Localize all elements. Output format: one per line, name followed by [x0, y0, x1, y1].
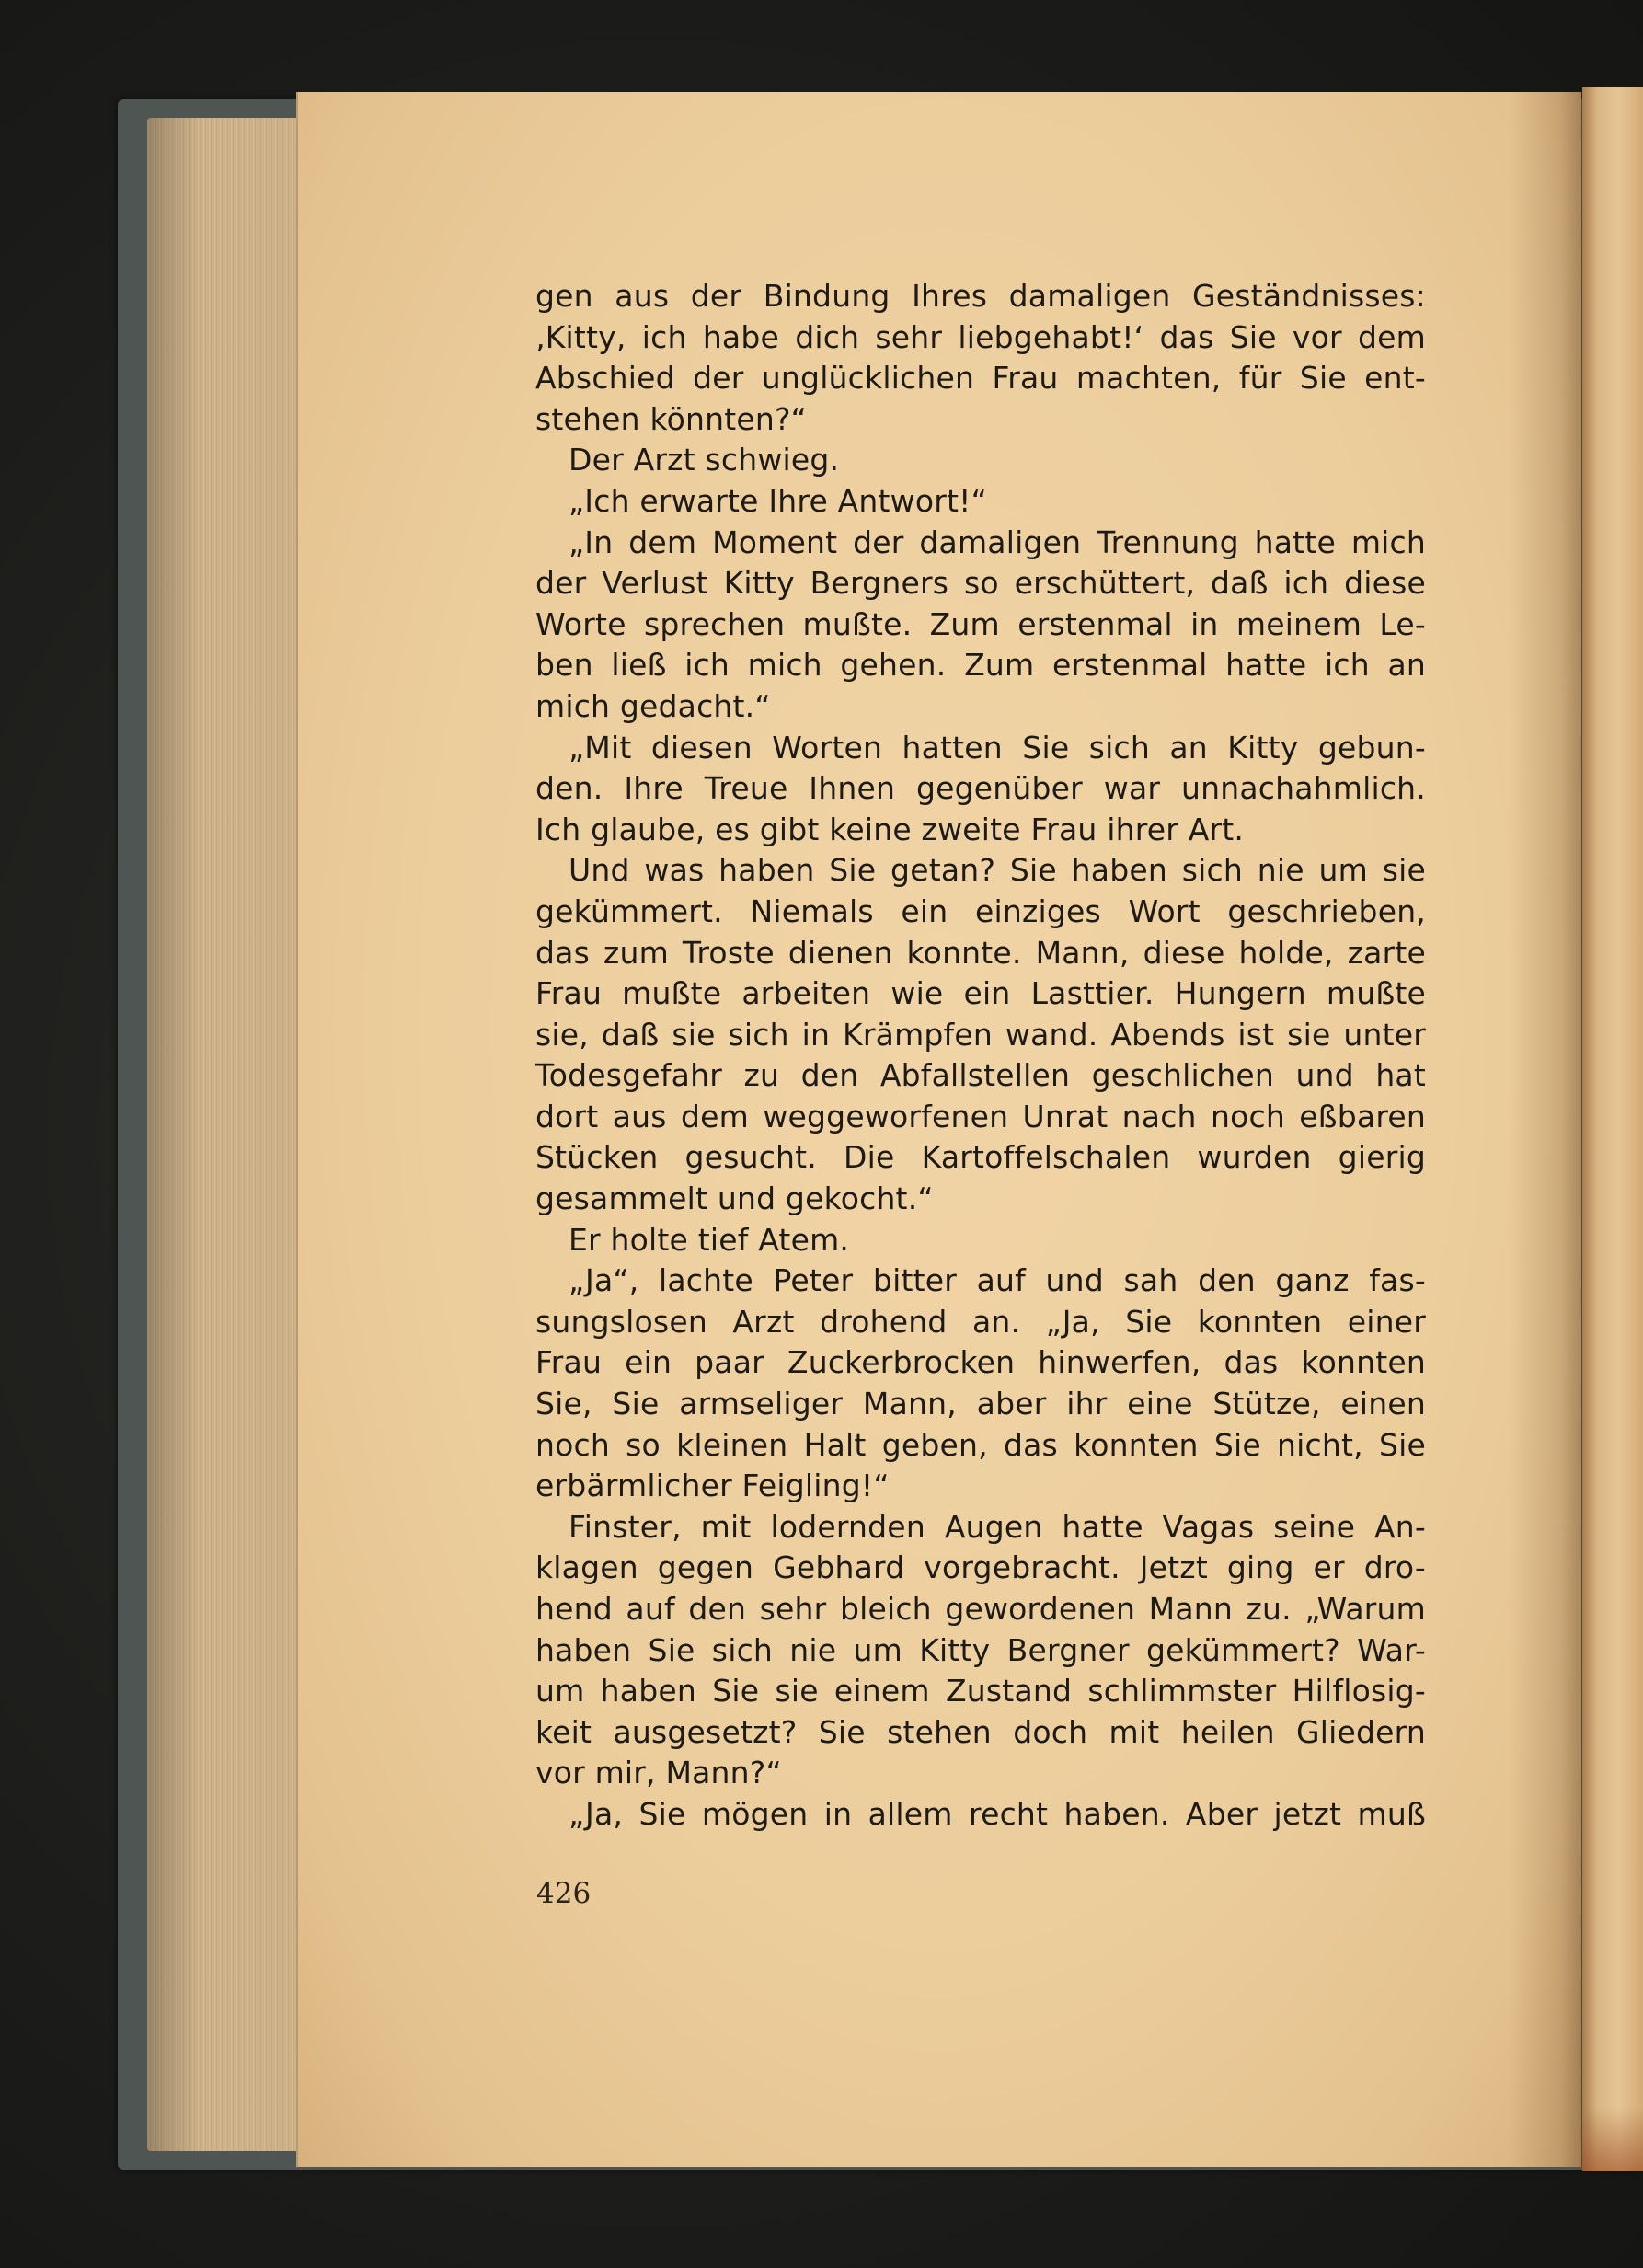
text-line: „Mit diesen Worten hatten Sie sich an Kitty gebun-	[569, 729, 1426, 766]
text-line: der Verlust Kitty Bergners so erschüttert, daß ich diese	[535, 565, 1426, 602]
text-line: stehen könnten?“	[535, 400, 807, 437]
text-line: „Ja“, lachte Peter bitter auf und sah den ganz fas-	[569, 1262, 1426, 1299]
text-line: Er holte tief Atem.	[569, 1221, 850, 1258]
body-text	[535, 276, 1426, 1836]
text-line: Abschied der unglücklichen Frau machten, für Sie ent-	[535, 360, 1426, 397]
text-line: um haben Sie sie einem Zustand schlimmster Hilflosig-	[535, 1673, 1426, 1710]
text-line: Frau mußte arbeiten wie ein Lasttier. Hungern mußte	[535, 975, 1426, 1012]
text-line: das zum Troste dienen konnte. Mann, diese holde, zarte	[535, 934, 1426, 971]
text-line: dort aus dem weggeworfenen Unrat nach noch eßbaren	[535, 1098, 1426, 1134]
text-line: mich gedacht.“	[535, 687, 771, 724]
text-line: gen aus der Bindung Ihres damaligen Geständnisses:	[535, 278, 1426, 314]
text-line: Der Arzt schwieg.	[569, 442, 840, 478]
text-line: „In dem Moment der damaligen Trennung hatte mich	[569, 524, 1426, 560]
text-line: Stücken gesucht. Die Kartoffelschalen wurden gierig	[535, 1139, 1426, 1176]
text-line: erbärmlicher Feigling!“	[535, 1468, 890, 1504]
text-line: Finster, mit lodernden Augen hatte Vagas seine An-	[569, 1508, 1426, 1545]
text-line: keit ausgesetzt? Sie stehen doch mit heilen Gliedern	[535, 1713, 1426, 1750]
text-line: sie, daß sie sich in Krämpfen wand. Abends ist sie unter	[535, 1016, 1426, 1053]
text-line: noch so kleinen Halt geben, das konnten Sie nicht, Sie	[535, 1426, 1426, 1463]
page-gutter-shadow	[1509, 92, 1582, 2167]
text-line: gesammelt und gekocht.“	[535, 1180, 934, 1217]
text-line: „Ja, Sie mögen in allem recht haben. Aber jetzt muß	[569, 1795, 1426, 1832]
text-line: Todesgefahr zu den Abfallstellen geschlichen und hat	[535, 1057, 1426, 1094]
text-line: hend auf den sehr bleich gewordenen Mann zu. „Warum	[535, 1591, 1426, 1627]
text-line: sungslosen Arzt drohend an. „Ja, Sie konnten einer	[535, 1303, 1426, 1340]
text-line: Und was haben Sie getan? Sie haben sich nie um sie	[569, 852, 1426, 889]
text-line: den. Ihre Treue Ihnen gegenüber war unnachahmlich.	[535, 770, 1426, 807]
text-line: ben ließ ich mich gehen. Zum erstenmal hatte ich an	[535, 647, 1426, 684]
text-line: Ich glaube, es gibt keine zweite Frau ihrer Art.	[535, 811, 1245, 847]
text-line: klagen gegen Gebhard vorgebracht. Jetzt ging er dro-	[535, 1549, 1426, 1586]
text-line: „Ich erwarte Ihre Antwort!“	[569, 482, 987, 519]
facing-page-edge	[1582, 87, 1643, 2171]
text-line: vor mir, Mann?“	[535, 1755, 782, 1791]
text-line: Frau ein paar Zuckerbrocken hinwerfen, das konnten	[535, 1344, 1426, 1381]
text-line: ‚Kitty, ich habe dich sehr liebgehabt!‘ das Sie vor dem	[535, 318, 1426, 355]
facing-page-stain	[1582, 2107, 1643, 2171]
page-number: 426	[536, 1877, 592, 1910]
text-line: gekümmert. Niemals ein einziges Wort geschrieben,	[535, 892, 1426, 929]
text-line: haben Sie sich nie um Kitty Bergner gekümmert? War-	[535, 1631, 1426, 1668]
text-line: Worte sprechen mußte. Zum erstenmal in meinem Le-	[535, 605, 1426, 642]
text-line: Sie, Sie armseliger Mann, aber ihr eine Stütze, einen	[535, 1386, 1426, 1422]
